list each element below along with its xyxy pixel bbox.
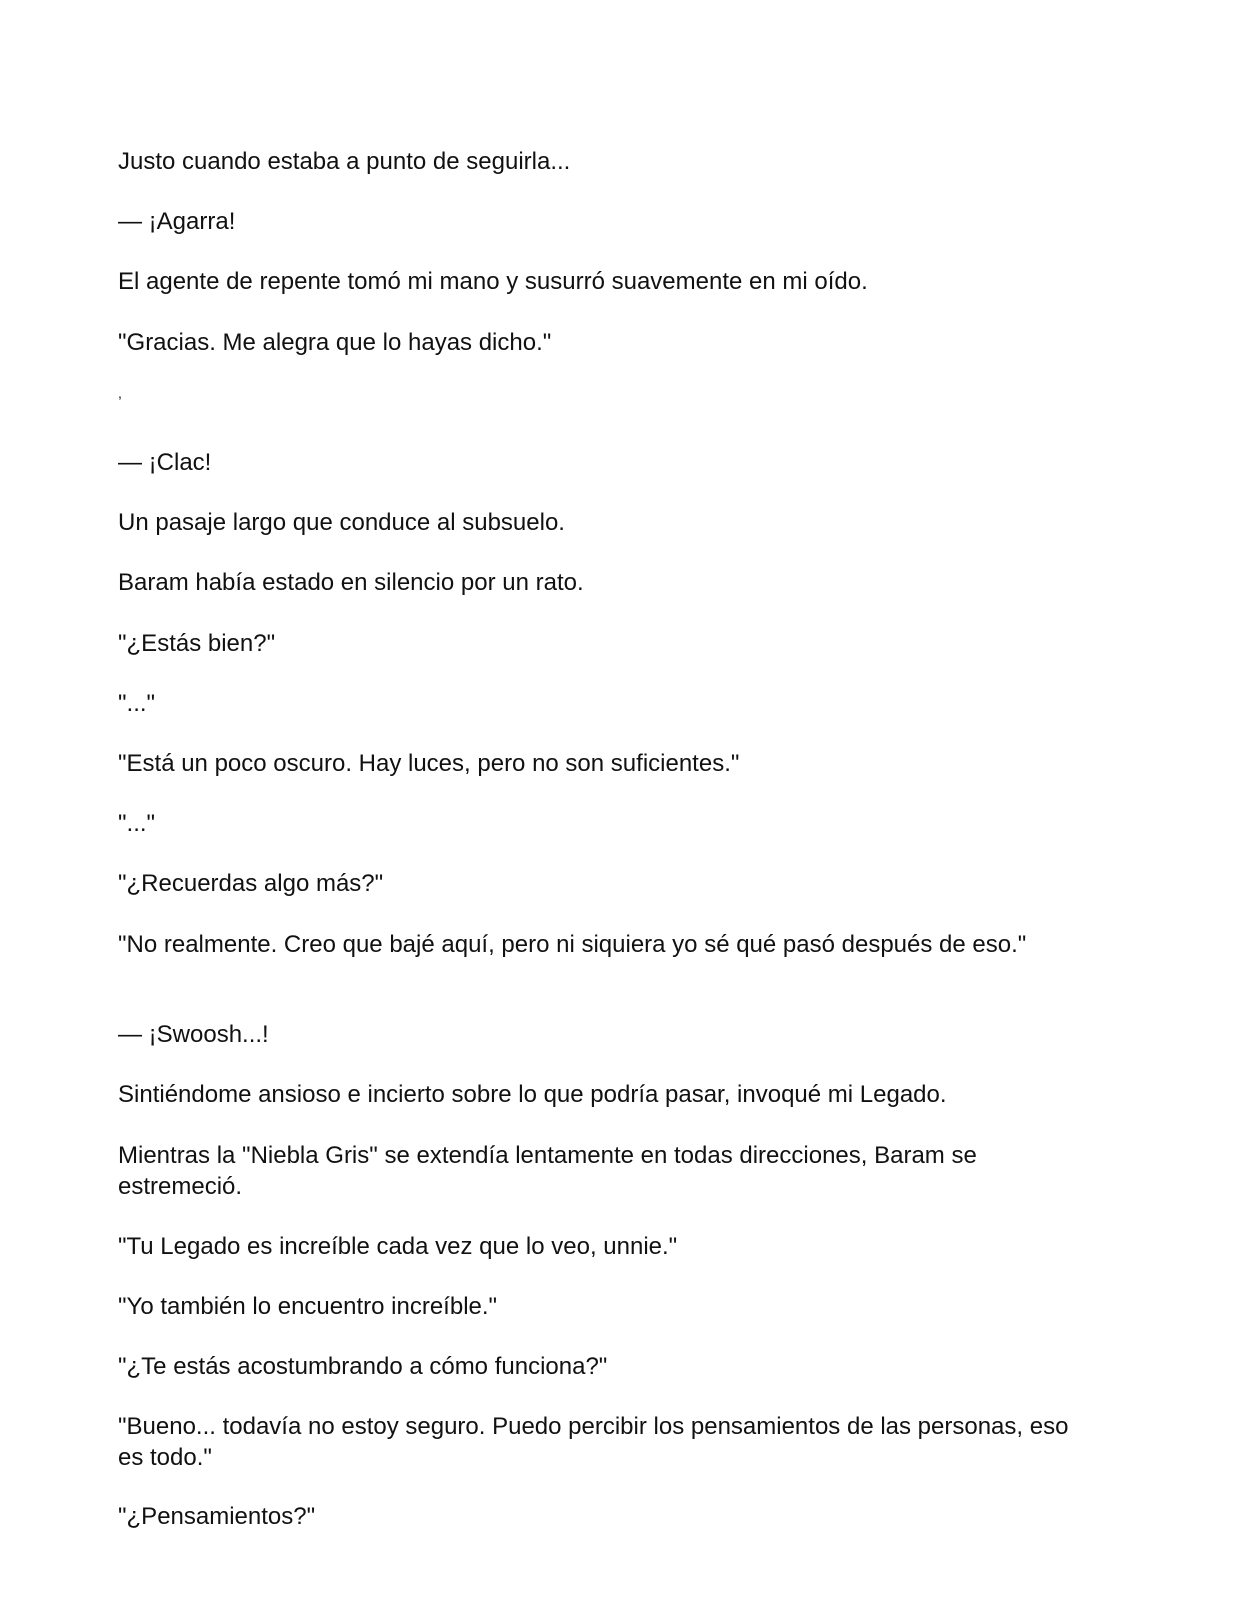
paragraph: Baram había estado en silencio por un rato. — [118, 569, 584, 596]
paragraph: — ¡Swoosh...! — [118, 1021, 269, 1048]
paragraph: "Está un poco oscuro. Hay luces, pero no son suficientes." — [118, 750, 740, 777]
paragraph: Justo cuando estaba a punto de seguirla... — [118, 148, 571, 175]
paragraph: "¿Te estás acostumbrando a cómo funciona?" — [118, 1353, 608, 1380]
paragraph: Sintiéndome ansioso e incierto sobre lo que podría pasar, invoqué mi Legado. — [118, 1081, 947, 1108]
paragraph: "Tu Legado es increíble cada vez que lo veo, unnie." — [118, 1233, 678, 1260]
paragraph: "Yo también lo encuentro increíble." — [118, 1293, 498, 1320]
paragraph: Mientras la "Niebla Gris" se extendía lentamente en todas direcciones, Baram se estremeció. — [118, 1142, 977, 1200]
paragraph-mark: , — [118, 385, 122, 401]
paragraph: — ¡Clac! — [118, 449, 212, 476]
paragraph: "Gracias. Me alegra que lo hayas dicho." — [118, 329, 552, 356]
paragraph: "Bueno... todavía no estoy seguro. Puedo percibir los pensamientos de las personas, eso es todo." — [118, 1413, 1069, 1471]
paragraph: — ¡Agarra! — [118, 208, 236, 235]
paragraph: "¿Estás bien?" — [118, 630, 276, 657]
paragraph: El agente de repente tomó mi mano y susurró suavemente en mi oído. — [118, 268, 868, 295]
paragraph: "¿Recuerdas algo más?" — [118, 870, 384, 897]
paragraph: "..." — [118, 690, 156, 717]
paragraph: Un pasaje largo que conduce al subsuelo. — [118, 509, 565, 536]
paragraph: "No realmente. Creo que bajé aquí, pero ni siquiera yo sé qué pasó después de eso." — [118, 931, 1027, 958]
paragraph: "¿Pensamientos?" — [118, 1503, 316, 1530]
paragraph: "..." — [118, 810, 156, 837]
